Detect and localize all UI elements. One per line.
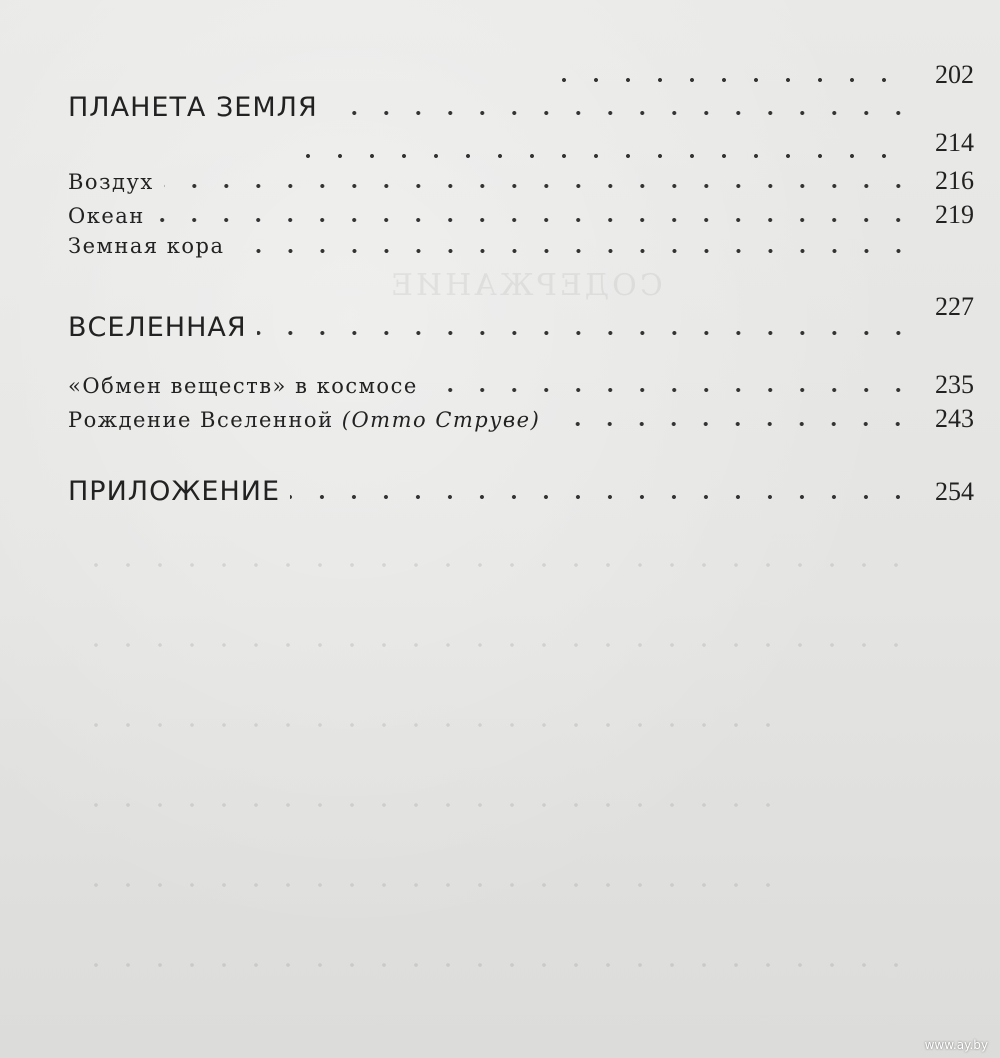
toc-section-planet-earth[interactable] [68,92,974,123]
page-number: 243 [935,404,974,433]
leader-dots [155,214,914,226]
toc-item-author: (Отто Струве) [341,408,541,432]
page-number: 254 [935,477,974,506]
toc-item-birth-of-universe[interactable] [68,404,974,434]
leader-dots [290,491,914,503]
show-through-dots [80,880,780,890]
leader-dots [560,74,900,86]
toc-item-air[interactable] [68,166,974,196]
leader-dots [164,180,914,192]
section-title: ВСЕЛЕННАЯ [68,312,247,343]
page-number: 235 [935,370,974,399]
toc-item-label: Воздух [68,170,154,194]
section-title: ПРИЛОЖЕНИЕ [68,476,281,507]
toc-item-label: Океан [68,204,145,228]
toc-item-earth-crust[interactable] [68,234,974,258]
page-number: 216 [935,166,974,195]
show-through-dots [80,800,780,810]
show-through-dots [80,720,780,730]
toc-item-label [68,408,550,432]
show-through-heading: СОДЕРЖАНИЕ [388,268,663,303]
leader-dots [300,150,900,162]
leader-dots [328,107,914,119]
toc-item-title: Рождение Вселенной [68,408,334,432]
toc-section-universe[interactable] [68,312,974,343]
show-through-dots [80,640,900,650]
toc-item-ocean[interactable] [68,200,974,230]
show-through-dots [80,960,900,970]
watermark: www.ay.by [924,1038,988,1052]
toc-item-label: «Обмен веществ» в космосе [68,374,418,398]
leader-dots [235,245,914,257]
show-through-dots [80,560,900,570]
page-number: 227 [935,292,974,321]
page-number: 214 [935,128,974,157]
toc-item-label: Земная кора [68,234,225,258]
page-number: 219 [935,200,974,229]
toc-item-cosmic-metabolism[interactable] [68,370,974,400]
page-number: 202 [935,60,974,89]
leader-dots [257,327,914,339]
toc-section-appendix[interactable] [68,476,974,507]
section-title: ПЛАНЕТА ЗЕМЛЯ [68,92,318,123]
leader-dots [428,384,914,396]
leader-dots [550,418,914,430]
